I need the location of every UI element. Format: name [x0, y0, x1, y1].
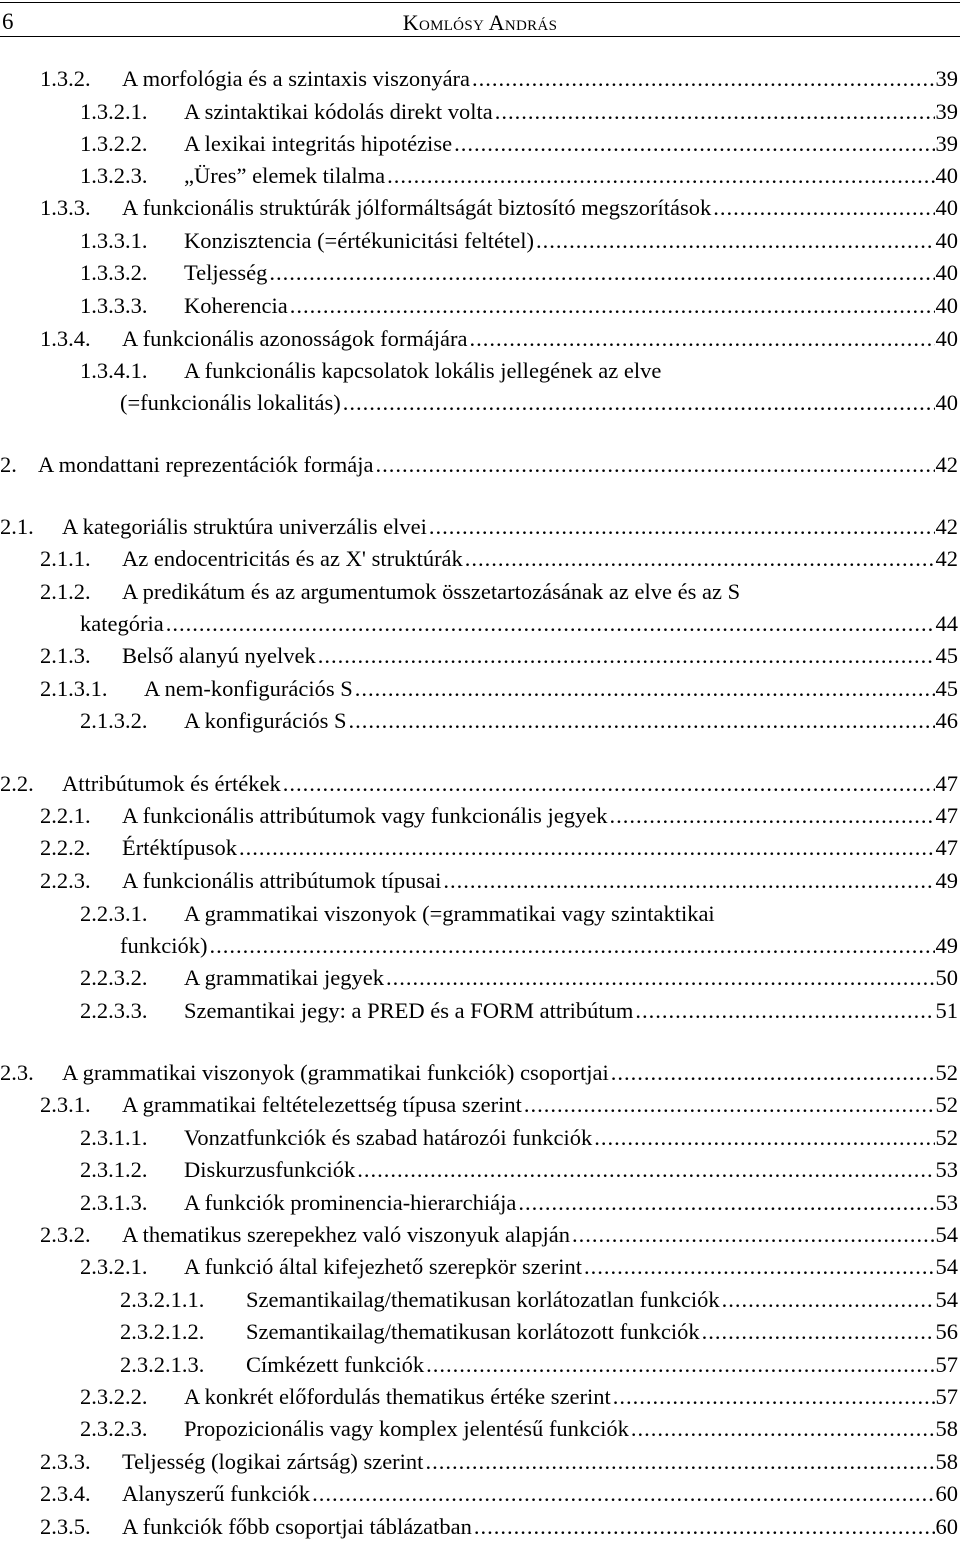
running-title: Komlósy András	[402, 10, 558, 35]
dot-leader	[635, 996, 934, 1026]
toc-entry-number: 2.1.	[0, 514, 34, 539]
toc-entry-page: 47	[935, 835, 958, 860]
toc-entry-number: 2.2.2.	[40, 835, 91, 860]
toc-entry-number: 2.3.4.	[40, 1481, 91, 1506]
toc-entry-page: 39	[935, 131, 958, 156]
toc-entry-title: A konfigurációs S	[184, 708, 347, 733]
toc-entry-title: Attribútumok és értékek	[62, 771, 281, 796]
toc-entry-page: 40	[935, 195, 958, 220]
toc-entry[interactable]	[0, 1447, 960, 1477]
toc-entry-page: 39	[935, 99, 958, 124]
toc-entry-number: 2.3.1.2.	[80, 1157, 148, 1182]
dot-leader	[474, 1512, 935, 1542]
toc-entry-page: 39	[935, 66, 958, 91]
toc-entry-page: 60	[935, 1514, 958, 1539]
toc-entry-title: Az endocentricitás és az X' struktúrák	[122, 546, 463, 571]
toc-entry-number: 2.3.2.1.2.	[120, 1319, 205, 1344]
toc-entry[interactable]	[0, 388, 960, 418]
toc-entry-page: 57	[935, 1352, 958, 1377]
toc-entry-title: Alanyszerű funkciók	[122, 1481, 311, 1506]
toc-entry-title: Propozicionális vagy komplex jelentésű funkciók	[184, 1416, 629, 1441]
dot-leader	[209, 931, 934, 961]
toc-entry-page: 51	[935, 998, 958, 1023]
toc-entry[interactable]	[0, 1317, 960, 1347]
toc-entry-title: Belső alanyú nyelvek	[122, 643, 316, 668]
toc-entry-number: 2.2.1.	[40, 803, 91, 828]
dot-leader	[387, 161, 934, 191]
toc-entry-number: 1.3.3.2.	[80, 260, 148, 285]
dot-leader	[465, 544, 935, 574]
toc-entry-title: A grammatikai jegyek	[184, 965, 384, 990]
toc-entry[interactable]	[0, 577, 960, 607]
toc-entry-title: Diskurzusfunkciók	[184, 1157, 356, 1182]
toc-entry-title: A predikátum és az argumentumok összetartozásának az elve és az S	[122, 579, 741, 604]
toc-entry[interactable]	[0, 1188, 960, 1218]
toc-entry[interactable]	[0, 193, 960, 223]
dot-leader	[722, 1285, 935, 1315]
toc-entry-number: 2.1.1.	[40, 546, 91, 571]
toc-entry-title: A konkrét előfordulás thematikus értéke szerint	[184, 1384, 611, 1409]
dot-leader	[318, 641, 935, 671]
toc-entry-title: A lexikai integritás hipotézise	[184, 131, 453, 156]
toc-entry[interactable]	[0, 1220, 960, 1250]
dot-leader	[610, 801, 935, 831]
toc-entry[interactable]	[0, 226, 960, 256]
toc-entry-title: A kategoriális struktúra univerzális elvei	[62, 514, 427, 539]
toc-entry[interactable]	[0, 1285, 960, 1315]
toc-entry[interactable]	[0, 258, 960, 288]
toc-entry-title: A funkció által kifejezhető szerepkör szerint	[184, 1254, 582, 1279]
dot-leader	[613, 1382, 935, 1412]
toc-entry-title: Koherencia	[184, 293, 288, 318]
toc-entry-number: 2.3.2.1.3.	[120, 1352, 205, 1377]
toc-entry-number: 2.1.3.1.	[40, 676, 108, 701]
toc-entry-page: 52	[935, 1092, 958, 1117]
dot-leader	[343, 388, 935, 418]
toc-entry-number: 2.3.	[0, 1060, 34, 1085]
dot-leader	[312, 1479, 934, 1509]
toc-entry-title: Teljesség (logikai zártság) szerint	[122, 1449, 424, 1474]
dot-leader	[349, 706, 935, 736]
toc-entry-number: 2.3.5.	[40, 1514, 91, 1539]
toc-entry[interactable]	[0, 512, 960, 542]
toc-entry-page: 53	[935, 1157, 958, 1182]
toc-entry-title: A morfológia és a szintaxis viszonyára	[122, 66, 471, 91]
toc-entry-title: A nem-konfigurációs S	[144, 676, 353, 701]
toc-entry-page: 42	[935, 546, 958, 571]
toc-entry[interactable]	[0, 129, 960, 159]
toc-entry-number: 1.3.3.	[40, 195, 91, 220]
dot-leader	[355, 674, 935, 704]
toc-entry-page: 53	[935, 1190, 958, 1215]
toc-entry-title: Szemantikai jegy: a PRED és a FORM attribútum	[184, 998, 634, 1023]
dot-leader	[536, 226, 934, 256]
dot-leader	[375, 450, 934, 480]
toc-entry-title: Értéktípusok	[122, 835, 237, 860]
dot-leader	[426, 1350, 934, 1380]
toc-entry-number: 1.3.3.3.	[80, 293, 148, 318]
toc-entry-number: 2.3.2.1.	[80, 1254, 148, 1279]
toc-entry-title: A funkciók főbb csoportjai táblázatban	[122, 1514, 472, 1539]
toc-entry-number: 1.3.3.1.	[80, 228, 148, 253]
toc-entry-title: A szintaktikai kódolás direkt volta	[184, 99, 493, 124]
toc-entry[interactable]	[0, 1252, 960, 1282]
toc-entry-title: A funkcionális kapcsolatok lokális jellegének az elve	[184, 358, 662, 383]
toc-entry-number: 2.3.1.3.	[80, 1190, 148, 1215]
toc-entry-page: 40	[935, 163, 958, 188]
dot-leader	[429, 512, 935, 542]
toc-entry-title: A funkciók prominencia-hierarchiája	[184, 1190, 517, 1215]
dot-leader	[386, 963, 935, 993]
toc-entry[interactable]	[0, 544, 960, 574]
toc-entry-number: 2.	[0, 452, 17, 477]
toc-entry-number: 2.2.3.3.	[80, 998, 148, 1023]
dot-leader	[518, 1188, 934, 1218]
toc-entry[interactable]	[0, 324, 960, 354]
toc-entry[interactable]	[0, 1058, 960, 1088]
dot-leader	[572, 1220, 935, 1250]
toc-entry-title: (=funkcionális lokalitás)	[120, 390, 341, 415]
toc-entry-number: 2.3.2.2.	[80, 1384, 148, 1409]
toc-entry-title: A mondattani reprezentációk formája	[38, 452, 374, 477]
toc-entry-page: 47	[935, 771, 958, 796]
toc-entry[interactable]	[0, 769, 960, 799]
toc-entry-number: 2.3.1.	[40, 1092, 91, 1117]
dot-leader	[443, 866, 934, 896]
toc-entry[interactable]	[0, 866, 960, 896]
dot-leader	[702, 1317, 935, 1347]
toc-entry[interactable]	[0, 1512, 960, 1542]
toc-entry[interactable]	[0, 1414, 960, 1444]
toc-entry-number: 2.3.1.1.	[80, 1125, 148, 1150]
toc-entry-title: Konzisztencia (=értékunicitási feltétel)	[184, 228, 535, 253]
toc-entry-number: 2.1.3.2.	[80, 708, 148, 733]
toc-entry-number: 1.3.4.1.	[80, 358, 148, 383]
toc-entry-title: kategória	[80, 611, 164, 636]
toc-entry[interactable]	[0, 97, 960, 127]
toc-entry-page: 44	[935, 611, 958, 636]
toc-entry-title: A funkcionális attribútumok típusai	[122, 868, 442, 893]
toc-entry[interactable]	[0, 706, 960, 736]
dot-leader	[239, 833, 935, 863]
toc-entry-page: 45	[935, 643, 958, 668]
toc-entry-title: A grammatikai feltételezettség típusa szerint	[122, 1092, 522, 1117]
toc-entry-number: 1.3.2.2.	[80, 131, 148, 156]
dot-leader	[357, 1155, 934, 1185]
toc-entry-page: 49	[935, 933, 958, 958]
dot-leader	[594, 1123, 934, 1153]
dot-leader	[472, 64, 934, 94]
dot-leader	[584, 1252, 935, 1282]
toc-entry[interactable]	[0, 1155, 960, 1185]
toc-entry-title: A thematikus szerepekhez való viszonyuk alapján	[122, 1222, 570, 1247]
toc-entry-page: 58	[935, 1449, 958, 1474]
dot-leader	[524, 1090, 935, 1120]
toc-entry-number: 2.3.3.	[40, 1449, 91, 1474]
toc-entry-page: 42	[935, 452, 958, 477]
dot-leader	[425, 1447, 934, 1477]
toc-entry[interactable]	[0, 450, 960, 480]
dot-leader	[454, 129, 934, 159]
toc-entry[interactable]	[0, 1123, 960, 1153]
dot-leader	[269, 258, 934, 288]
dot-leader	[495, 97, 935, 127]
toc-entry[interactable]	[0, 996, 960, 1026]
toc-entry[interactable]	[0, 641, 960, 671]
toc-entry-page: 47	[935, 803, 958, 828]
toc-entry-title: Szemantikailag/thematikusan korlátozott funkciók	[246, 1319, 700, 1344]
toc-entry-page: 56	[935, 1319, 958, 1344]
toc-entry[interactable]	[0, 674, 960, 704]
toc-entry-page: 58	[935, 1416, 958, 1441]
toc-entry-number: 2.2.3.	[40, 868, 91, 893]
toc-entry-number: 2.3.2.3.	[80, 1416, 148, 1441]
toc-entry[interactable]	[0, 899, 960, 929]
dot-leader	[713, 193, 934, 223]
toc-entry[interactable]	[0, 833, 960, 863]
toc-entry-number: 2.2.	[0, 771, 34, 796]
page-number: 6	[2, 9, 14, 34]
toc-entry-number: 1.3.2.	[40, 66, 91, 91]
toc-entry-number: 2.2.3.2.	[80, 965, 148, 990]
toc-entry-page: 45	[935, 676, 958, 701]
toc-entry[interactable]	[0, 64, 960, 94]
toc-entry-title: Szemantikailag/thematikusan korlátozatlan funkciók	[246, 1287, 720, 1312]
dot-leader	[166, 609, 935, 639]
toc-entry[interactable]	[0, 963, 960, 993]
toc-entry[interactable]	[0, 1350, 960, 1380]
toc-entry[interactable]	[0, 1479, 960, 1509]
toc-entry[interactable]	[0, 161, 960, 191]
toc-entry-page: 40	[935, 293, 958, 318]
toc-entry-title: Címkézett funkciók	[246, 1352, 425, 1377]
toc-entry-title: A funkcionális struktúrák jólformáltságát biztosító megszorítások	[122, 195, 712, 220]
toc-entry-title: A grammatikai viszonyok (=grammatikai vagy szintaktikai	[184, 901, 715, 926]
toc-entry-page: 46	[935, 708, 958, 733]
toc-entry-page: 40	[935, 228, 958, 253]
dot-leader	[470, 324, 935, 354]
toc-entry-page: 40	[935, 326, 958, 351]
toc-entry[interactable]	[0, 291, 960, 321]
toc-entry[interactable]	[0, 801, 960, 831]
toc-entry-number: 2.2.3.1.	[80, 901, 148, 926]
toc-entry-title: funkciók)	[120, 933, 208, 958]
toc-entry-page: 52	[935, 1060, 958, 1085]
toc-entry-number: 2.3.2.1.1.	[120, 1287, 205, 1312]
toc-entry[interactable]	[0, 931, 960, 961]
toc-entry[interactable]	[0, 1090, 960, 1120]
toc-entry-title: Teljesség	[184, 260, 268, 285]
toc-entry-page: 40	[935, 390, 958, 415]
toc-entry-page: 40	[935, 260, 958, 285]
toc-entry[interactable]	[0, 609, 960, 639]
toc-entry-page: 54	[935, 1287, 958, 1312]
dot-leader	[283, 769, 935, 799]
toc-entry-number: 2.1.2.	[40, 579, 91, 604]
toc-entry-number: 1.3.2.3.	[80, 163, 148, 188]
toc-entry-page: 54	[935, 1222, 958, 1247]
toc-entry-page: 54	[935, 1254, 958, 1279]
toc-entry[interactable]	[0, 356, 960, 386]
toc-entry-number: 2.3.2.	[40, 1222, 91, 1247]
toc-entry-page: 52	[935, 1125, 958, 1150]
toc-entry-number: 2.1.3.	[40, 643, 91, 668]
toc-entry-page: 50	[935, 965, 958, 990]
toc-entry-title: „Üres” elemek tilalma	[184, 163, 386, 188]
dot-leader	[290, 291, 935, 321]
toc-entry-title: Vonzatfunkciók és szabad határozói funkciók	[184, 1125, 593, 1150]
dot-leader	[611, 1058, 935, 1088]
toc-entry-page: 57	[935, 1384, 958, 1409]
toc-entry-title: A funkcionális attribútumok vagy funkcionális jegyek	[122, 803, 608, 828]
toc-entry-page: 60	[935, 1481, 958, 1506]
toc-entry-number: 1.3.2.1.	[80, 99, 148, 124]
toc-entry-page: 42	[935, 514, 958, 539]
toc-entry-number: 1.3.4.	[40, 326, 91, 351]
toc-entry[interactable]	[0, 1382, 960, 1412]
toc-entry-page: 49	[935, 868, 958, 893]
toc-entry-title: A grammatikai viszonyok (grammatikai funkciók) csoportjai	[62, 1060, 609, 1085]
toc-entry-title: A funkcionális azonosságok formájára	[122, 326, 468, 351]
dot-leader	[631, 1414, 935, 1444]
